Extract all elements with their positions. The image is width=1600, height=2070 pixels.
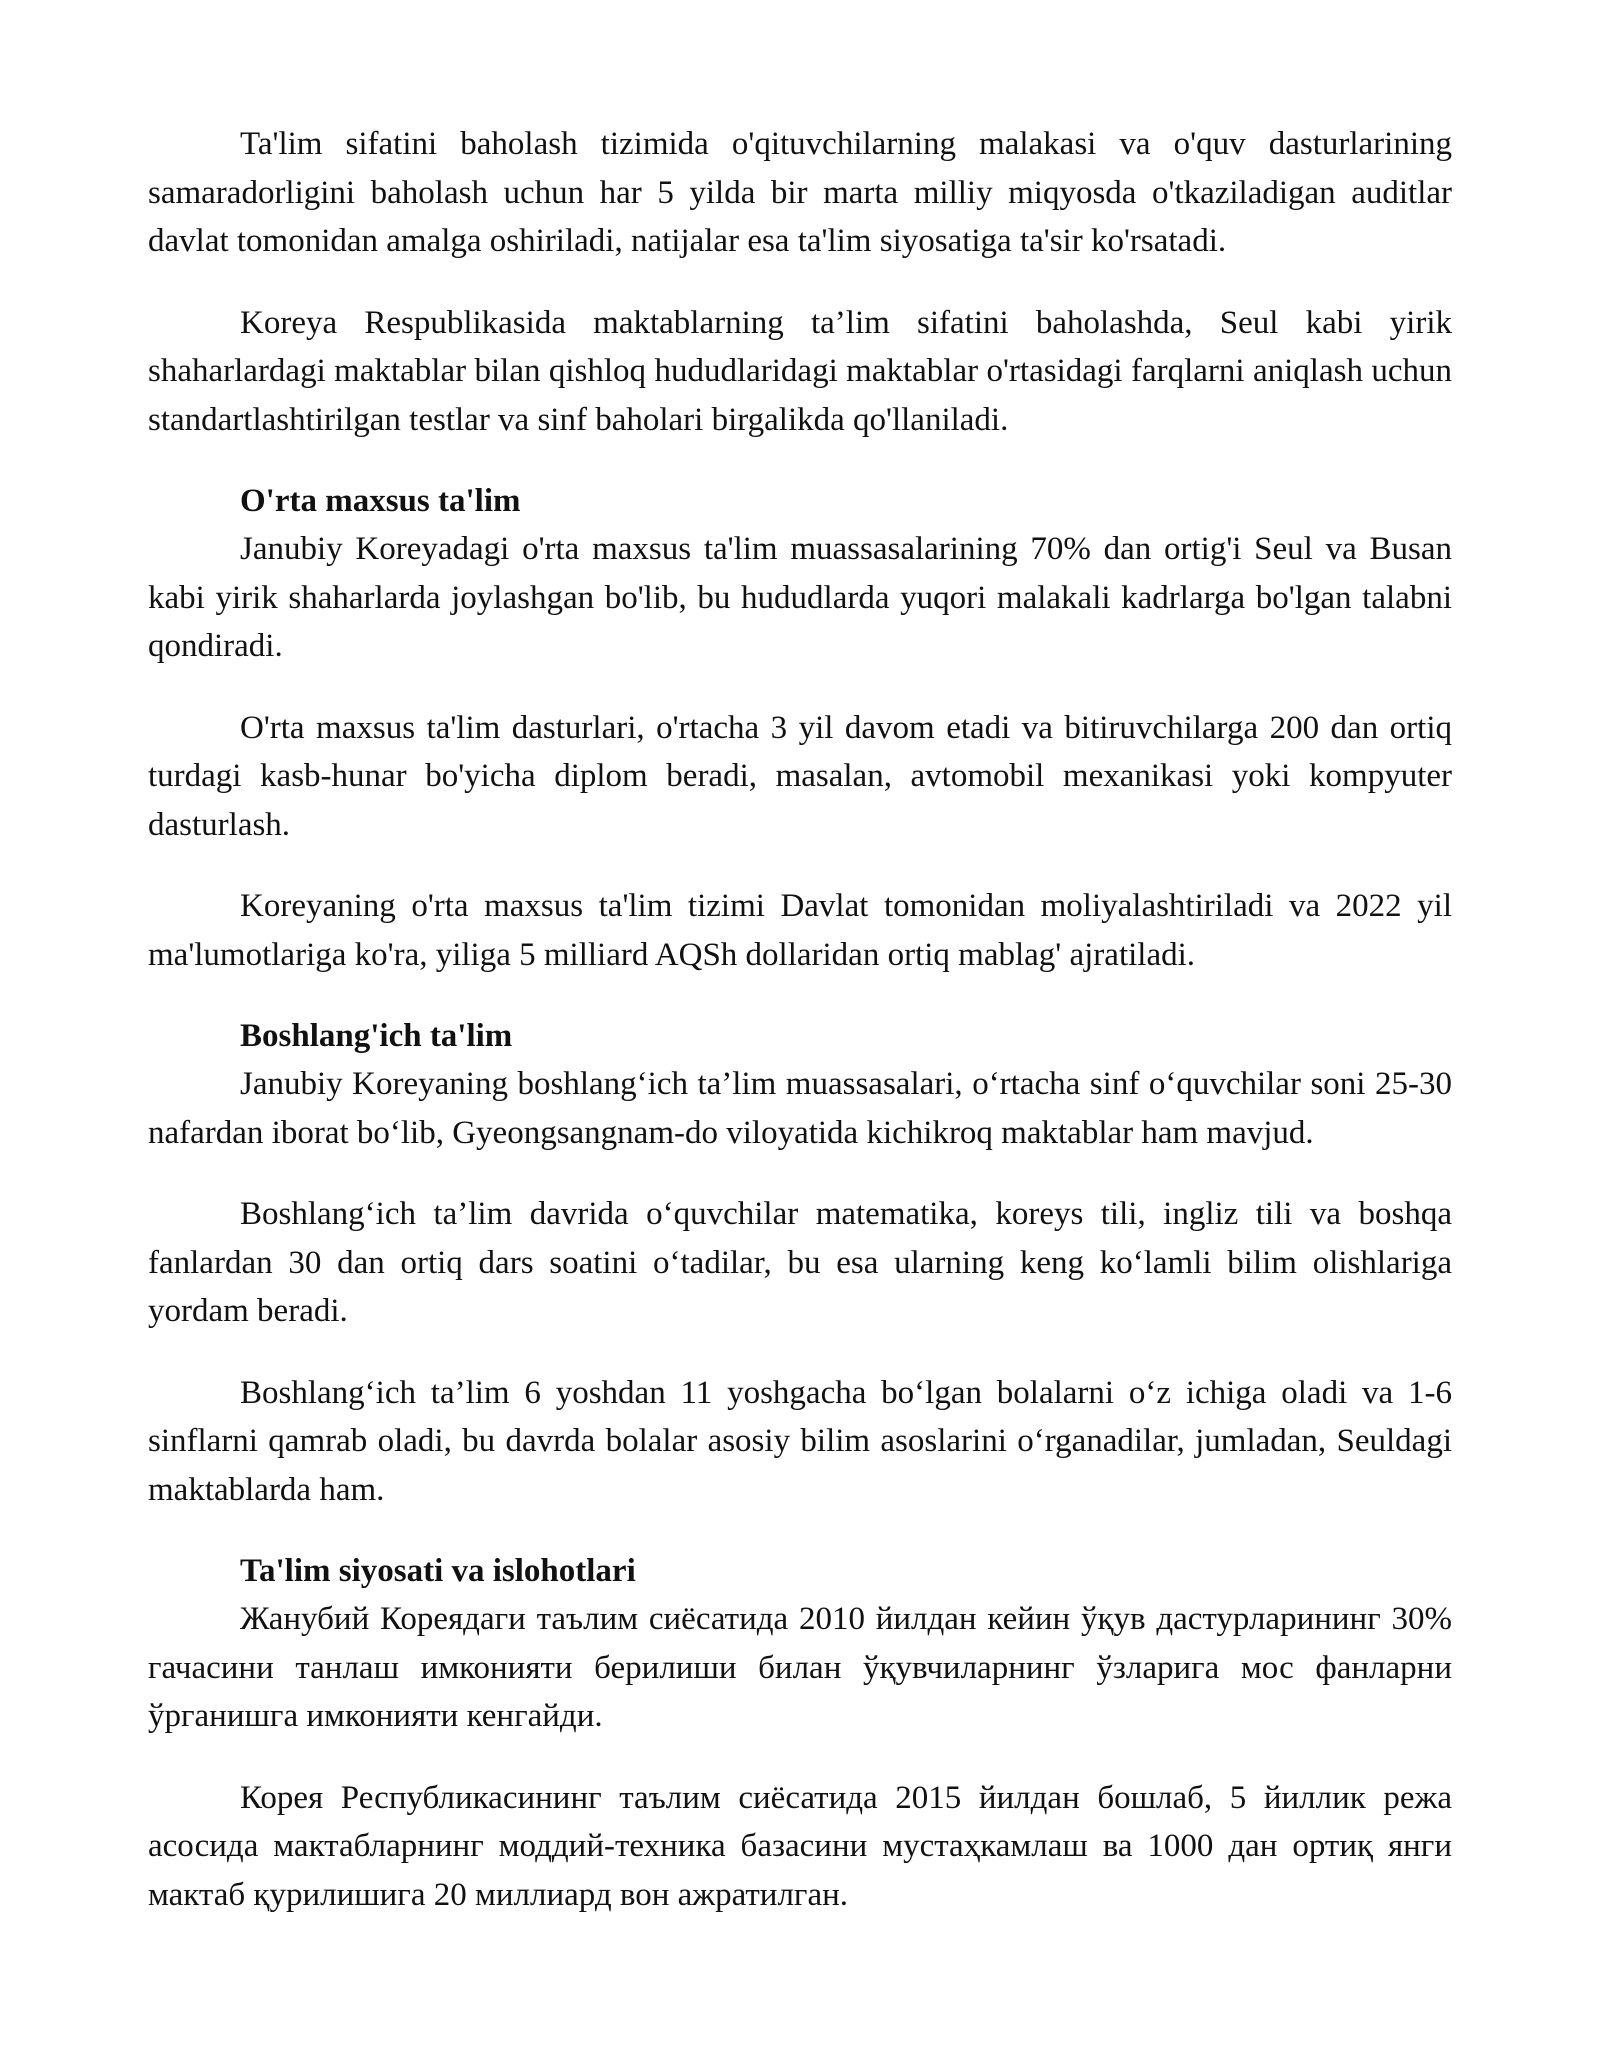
paragraph: Janubiy Koreyadagi o'rta maxsus ta'lim muassasalarining 70% dan ortig'i Seul va Busan kabi yirik shaharlarda joylashgan bo'lib, bu hududlarda yuqori malakali kadrlarga bo'lgan talabni qondiradi.: [148, 531, 1452, 664]
paragraph: Koreyaning o'rta maxsus ta'lim tizimi Davlat tomonidan moliyalashtiriladi va 2022 yil ma'lumotlariga ko'ra, yiliga 5 milliard AQSh dollaridan ortiq mablag' ajratiladi.: [148, 888, 1452, 973]
paragraph: Boshlang‘ich ta’lim 6 yoshdan 11 yoshgacha bo‘lgan bolalarni o‘z ichiga oladi va 1-6 sinflarni qamrab oladi, bu davrda bolalar asosiy bilim asoslarini o‘rganadilar, jumladan, Seuldagi maktablarda ham.: [148, 1374, 1452, 1508]
document-page: [148, 120, 1452, 1952]
section-heading: Ta'lim siyosati va islohotlari: [240, 1553, 636, 1589]
paragraph: Корея Республикасининг таълим сиёсатида 2015 йилдан бошлаб, 5 йиллик режа асосида мактабларнинг моддий-техника базасини мустаҳкамлаш ва 1000 дан ортиқ янги мактаб қурилишига 20 миллиард вон ажратилган.: [148, 1779, 1452, 1913]
paragraph: Жанубий Кореядаги таълим сиёсатида 2010 йилдан кейин ўқув дастурларининг 30% гачасини танлаш имконияти берилиши билан ўқувчиларнинг ўзларига мос фанларни ўрганишга имконияти кенгайди.: [148, 1601, 1452, 1734]
paragraph: Koreya Respublikasida maktablarning ta’lim sifatini baholashda, Seul kabi yirik shaharlardagi maktablar bilan qishloq hududlaridagi maktablar o'rtasidagi farqlarni aniqlash uchun standartlashtirilgan testlar va sinf baholari birgalikda qo'llaniladi.: [148, 304, 1452, 438]
paragraph: O'rta maxsus ta'lim dasturlari, o'rtacha 3 yil davom etadi va bitiruvchilarga 200 dan ortiq turdagi kasb-hunar bo'yicha diplom beradi, masalan, avtomobil mexanikasi yoki kompyuter dasturlash.: [148, 709, 1452, 843]
section-heading: O'rta maxsus ta'lim: [240, 483, 521, 519]
section-heading: Boshlang'ich ta'lim: [240, 1018, 513, 1054]
paragraph: Ta'lim sifatini baholash tizimida o'qituvchilarning malakasi va o'quv dasturlarining samaradorligini baholash uchun har 5 yilda bir marta milliy miqyosda o'tkaziladigan auditlar davlat tomonidan amalga oshiriladi, natijalar esa ta'lim siyosatiga ta'sir ko'rsatadi.: [148, 126, 1452, 259]
paragraph: Boshlang‘ich ta’lim davrida o‘quvchilar matematika, koreys tili, ingliz tili va boshqa fanlardan 30 dan ortiq dars soatini o‘tadilar, bu esa ularning keng ko‘lamli bilim olishlariga yordam beradi.: [148, 1196, 1452, 1329]
paragraph: Janubiy Koreyaning boshlang‘ich ta’lim muassasalari, o‘rtacha sinf o‘quvchilar soni 25-30 nafardan iborat bo‘lib, Gyeongsangnam-do viloyatida kichikroq maktablar ham mavjud.: [148, 1066, 1452, 1151]
